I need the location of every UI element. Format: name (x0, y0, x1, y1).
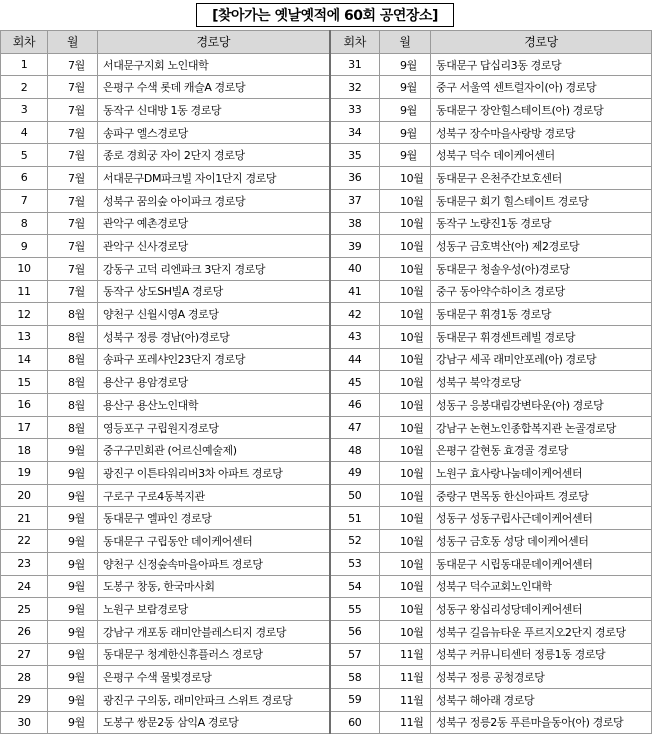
venue: 중구구민회관 (어르신예술제) (98, 439, 330, 462)
session-number: 42 (330, 303, 380, 326)
month: 10월 (380, 371, 431, 394)
venue: 동작구 노량진1동 경로당 (431, 212, 652, 235)
session-number: 56 (330, 620, 380, 643)
venue: 성북구 장수마을사랑방 경로당 (431, 121, 652, 144)
month: 8월 (48, 325, 98, 348)
table-row (1, 167, 652, 190)
venue: 성북구 덕수교회노인대학 (431, 575, 652, 598)
venue: 은평구 수색 물빛경로당 (98, 666, 330, 689)
month: 9월 (48, 507, 98, 530)
venue: 서대문구DM파크빌 자이1단지 경로당 (98, 167, 330, 190)
table-row (1, 598, 652, 621)
venue: 종로 경희궁 자이 2단지 경로당 (98, 144, 330, 167)
session-number: 57 (330, 643, 380, 666)
venue: 동대문구 청계한신휴플러스 경로당 (98, 643, 330, 666)
month: 10월 (380, 439, 431, 462)
venue: 양천구 신정숲속마을아파트 경로당 (98, 552, 330, 575)
session-number: 25 (1, 598, 48, 621)
session-number: 33 (330, 99, 380, 122)
table-row (1, 144, 652, 167)
month: 9월 (48, 643, 98, 666)
session-number: 37 (330, 189, 380, 212)
venue: 동대문구 청솔우성(아)경로당 (431, 257, 652, 280)
session-number: 13 (1, 325, 48, 348)
table-row (1, 121, 652, 144)
table-row (1, 280, 652, 303)
month: 10월 (380, 416, 431, 439)
session-number: 4 (1, 121, 48, 144)
venue: 중랑구 면목동 한신아파트 경로당 (431, 484, 652, 507)
month: 10월 (380, 303, 431, 326)
month: 9월 (48, 620, 98, 643)
venue: 동대문구 답십리3동 경로당 (431, 53, 652, 76)
month: 9월 (48, 711, 98, 734)
venue: 은평구 수색 롯데 캐슬A 경로당 (98, 76, 330, 99)
month: 7월 (48, 121, 98, 144)
venue: 광진구 구의동, 래미안파크 스위트 경로당 (98, 688, 330, 711)
header-session: 회차 (330, 31, 380, 54)
month: 9월 (48, 666, 98, 689)
month: 8월 (48, 394, 98, 417)
session-number: 6 (1, 167, 48, 190)
venue: 성북구 정릉 공청경로당 (431, 666, 652, 689)
session-number: 41 (330, 280, 380, 303)
month: 7월 (48, 76, 98, 99)
month: 7월 (48, 235, 98, 258)
month: 8월 (48, 416, 98, 439)
month: 10월 (380, 257, 431, 280)
venue: 성북구 꿈의숲 아이파크 경로당 (98, 189, 330, 212)
month: 8월 (48, 348, 98, 371)
month: 10월 (380, 598, 431, 621)
venue: 동대문구 휘경1동 경로당 (431, 303, 652, 326)
table-row (1, 394, 652, 417)
venue: 도봉구 창동, 한국마사회 (98, 575, 330, 598)
month: 10월 (380, 189, 431, 212)
table-row (1, 552, 652, 575)
session-number: 51 (330, 507, 380, 530)
month: 11월 (380, 643, 431, 666)
venue: 성북구 해아래 경로당 (431, 688, 652, 711)
session-number: 23 (1, 552, 48, 575)
venue: 관악구 신사경로당 (98, 235, 330, 258)
month: 10월 (380, 394, 431, 417)
venue: 송파구 포레샤인23단지 경로당 (98, 348, 330, 371)
month: 10월 (380, 167, 431, 190)
venue: 강남구 개포동 래미안블레스티지 경로당 (98, 620, 330, 643)
session-number: 46 (330, 394, 380, 417)
session-number: 53 (330, 552, 380, 575)
venue: 강남구 세곡 래미안포레(아) 경로당 (431, 348, 652, 371)
session-number: 3 (1, 99, 48, 122)
session-number: 18 (1, 439, 48, 462)
venue: 용산구 용암경로당 (98, 371, 330, 394)
table-row (1, 575, 652, 598)
session-number: 48 (330, 439, 380, 462)
session-number: 28 (1, 666, 48, 689)
month: 9월 (48, 552, 98, 575)
month: 7월 (48, 189, 98, 212)
venue: 동대문구 장안힐스테이트(아) 경로당 (431, 99, 652, 122)
session-number: 59 (330, 688, 380, 711)
month: 10월 (380, 507, 431, 530)
month: 9월 (380, 99, 431, 122)
month: 8월 (48, 303, 98, 326)
session-number: 15 (1, 371, 48, 394)
table-row (1, 643, 652, 666)
venue: 동작구 신대방 1동 경로당 (98, 99, 330, 122)
month: 9월 (48, 484, 98, 507)
venue: 송파구 엘스경로당 (98, 121, 330, 144)
table-row (1, 620, 652, 643)
month: 10월 (380, 235, 431, 258)
venue: 성북구 정릉 경남(아)경로당 (98, 325, 330, 348)
table-row (1, 235, 652, 258)
session-number: 47 (330, 416, 380, 439)
venue: 성북구 정릉2동 푸른마을동아(아) 경로당 (431, 711, 652, 734)
venue: 성동구 응봉대림강변타운(아) 경로당 (431, 394, 652, 417)
venue: 성동구 금호동 성당 데이케어센터 (431, 530, 652, 553)
table-row (1, 439, 652, 462)
venue: 도봉구 쌍문2동 삼익A 경로당 (98, 711, 330, 734)
venue: 양천구 신월시영A 경로당 (98, 303, 330, 326)
session-number: 31 (330, 53, 380, 76)
session-number: 58 (330, 666, 380, 689)
venue: 강동구 고덕 리엔파크 3단지 경로당 (98, 257, 330, 280)
session-number: 54 (330, 575, 380, 598)
month: 11월 (380, 688, 431, 711)
page-title: [찾아가는 옛날옛적에 60회 공연장소] (196, 3, 454, 27)
table-row (1, 711, 652, 734)
venue: 중구 동아약수하이츠 경로당 (431, 280, 652, 303)
venue: 동대문구 휘경센트레빌 경로당 (431, 325, 652, 348)
session-number: 22 (1, 530, 48, 553)
month: 10월 (380, 530, 431, 553)
venue: 동대문구 시립동대문데이케어센터 (431, 552, 652, 575)
month: 7월 (48, 257, 98, 280)
session-number: 45 (330, 371, 380, 394)
month: 10월 (380, 348, 431, 371)
session-number: 9 (1, 235, 48, 258)
venue: 광진구 이튼타워리버3차 아파트 경로당 (98, 462, 330, 485)
table-row (1, 507, 652, 530)
venue: 동대문구 은천주간보호센터 (431, 167, 652, 190)
session-number: 8 (1, 212, 48, 235)
session-number: 30 (1, 711, 48, 734)
table-row (1, 99, 652, 122)
header-venue: 경로당 (431, 31, 652, 54)
session-number: 24 (1, 575, 48, 598)
session-number: 11 (1, 280, 48, 303)
session-number: 52 (330, 530, 380, 553)
session-number: 12 (1, 303, 48, 326)
venue: 성북구 커뮤니티센터 정릉1동 경로당 (431, 643, 652, 666)
session-number: 16 (1, 394, 48, 417)
venue: 노원구 효사랑나눔데이케어센터 (431, 462, 652, 485)
session-number: 19 (1, 462, 48, 485)
session-number: 38 (330, 212, 380, 235)
table-row (1, 189, 652, 212)
month: 9월 (48, 530, 98, 553)
month: 9월 (380, 144, 431, 167)
table-row (1, 212, 652, 235)
table-row (1, 484, 652, 507)
month: 7월 (48, 280, 98, 303)
month: 9월 (380, 76, 431, 99)
venue: 중구 서울역 센트럴자이(아) 경로당 (431, 76, 652, 99)
venue: 영등포구 구립원지경로당 (98, 416, 330, 439)
month: 11월 (380, 666, 431, 689)
header-row (1, 31, 652, 54)
month: 7월 (48, 212, 98, 235)
table-row (1, 257, 652, 280)
venue: 은평구 갈현동 효경골 경로당 (431, 439, 652, 462)
venue: 노원구 보람경로당 (98, 598, 330, 621)
month: 7월 (48, 144, 98, 167)
session-number: 26 (1, 620, 48, 643)
venue: 동작구 상도SH빌A 경로당 (98, 280, 330, 303)
venue: 구로구 구로4동복지관 (98, 484, 330, 507)
venue: 용산구 용산노인대학 (98, 394, 330, 417)
table-row (1, 462, 652, 485)
venue: 동대문구 엘파인 경로당 (98, 507, 330, 530)
session-number: 34 (330, 121, 380, 144)
session-number: 27 (1, 643, 48, 666)
table-row (1, 688, 652, 711)
session-number: 17 (1, 416, 48, 439)
table-row (1, 416, 652, 439)
month: 8월 (48, 371, 98, 394)
header-session: 회차 (1, 31, 48, 54)
month: 7월 (48, 99, 98, 122)
session-number: 43 (330, 325, 380, 348)
venue: 성동구 금호벽산(아) 제2경로당 (431, 235, 652, 258)
venue: 성북구 길음뉴타운 푸르지오2단지 경로당 (431, 620, 652, 643)
table-row (1, 76, 652, 99)
session-number: 60 (330, 711, 380, 734)
month: 9월 (48, 688, 98, 711)
session-number: 39 (330, 235, 380, 258)
session-number: 35 (330, 144, 380, 167)
venue: 서대문구지회 노인대학 (98, 53, 330, 76)
session-number: 55 (330, 598, 380, 621)
month: 9월 (48, 439, 98, 462)
month: 9월 (48, 598, 98, 621)
table-row (1, 371, 652, 394)
venue: 강남구 논현노인종합복지관 논골경로당 (431, 416, 652, 439)
month: 9월 (48, 575, 98, 598)
session-number: 40 (330, 257, 380, 280)
month: 10월 (380, 575, 431, 598)
month: 10월 (380, 212, 431, 235)
session-number: 10 (1, 257, 48, 280)
venue: 성동구 왕십리성당데이케어센터 (431, 598, 652, 621)
session-number: 44 (330, 348, 380, 371)
header-month: 월 (380, 31, 431, 54)
session-number: 5 (1, 144, 48, 167)
session-number: 14 (1, 348, 48, 371)
month: 10월 (380, 620, 431, 643)
session-number: 2 (1, 76, 48, 99)
table-row (1, 348, 652, 371)
table-row (1, 530, 652, 553)
header-venue: 경로당 (98, 31, 330, 54)
session-number: 21 (1, 507, 48, 530)
venue: 성북구 덕수 데이케어센터 (431, 144, 652, 167)
month: 7월 (48, 167, 98, 190)
table-row (1, 666, 652, 689)
session-number: 29 (1, 688, 48, 711)
session-number: 49 (330, 462, 380, 485)
venue: 성동구 성동구립사근데이케어센터 (431, 507, 652, 530)
month: 10월 (380, 325, 431, 348)
table-row (1, 303, 652, 326)
session-number: 32 (330, 76, 380, 99)
session-number: 7 (1, 189, 48, 212)
month: 10월 (380, 552, 431, 575)
session-number: 50 (330, 484, 380, 507)
month: 9월 (380, 53, 431, 76)
venue: 성북구 북악경로당 (431, 371, 652, 394)
month: 11월 (380, 711, 431, 734)
table-row (1, 53, 652, 76)
venue: 관악구 예촌경로당 (98, 212, 330, 235)
month: 10월 (380, 280, 431, 303)
session-number: 20 (1, 484, 48, 507)
month: 10월 (380, 484, 431, 507)
month: 9월 (380, 121, 431, 144)
schedule-table (0, 30, 651, 734)
table-row (1, 325, 652, 348)
month: 9월 (48, 462, 98, 485)
session-number: 1 (1, 53, 48, 76)
month: 10월 (380, 462, 431, 485)
venue: 동대문구 구립동안 데이케어센터 (98, 530, 330, 553)
session-number: 36 (330, 167, 380, 190)
venue: 동대문구 회기 힐스테이트 경로당 (431, 189, 652, 212)
header-month: 월 (48, 31, 98, 54)
title-row (0, 0, 655, 30)
month: 7월 (48, 53, 98, 76)
